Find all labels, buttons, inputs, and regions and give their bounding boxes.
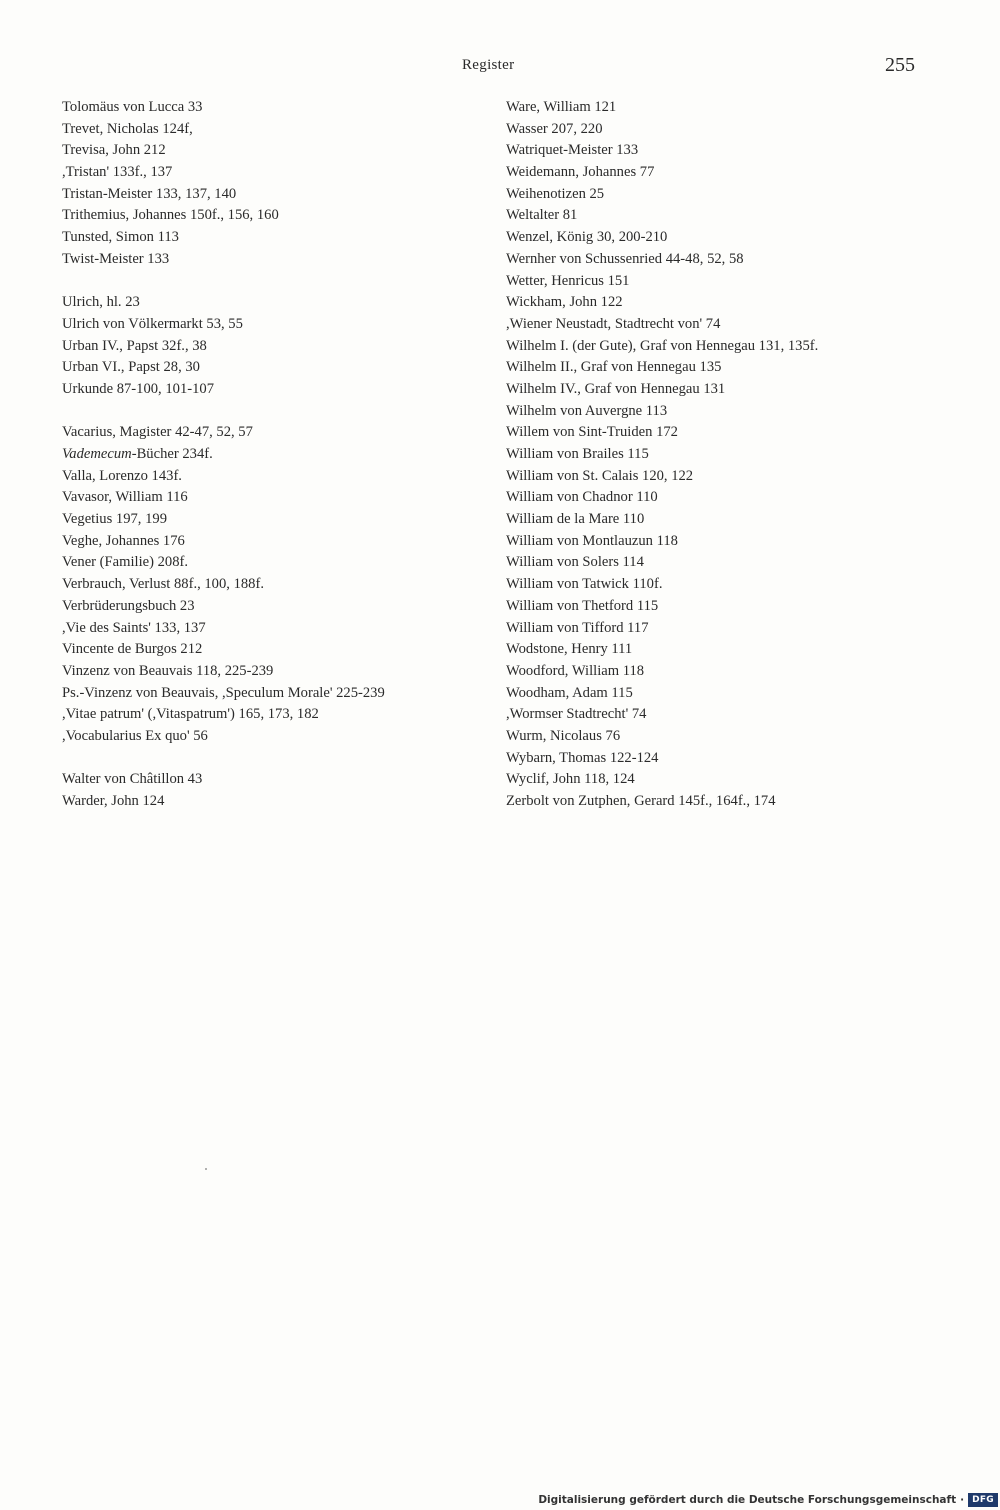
index-entry: Warder, John 124 [62,793,165,809]
index-entry: Wyclif, John 118, 124 [506,771,635,788]
index-entry: ,Wormser Stadtrecht' 74 [506,706,647,723]
index-entry: ,Wiener Neustadt, Stadtrecht von' 74 [506,315,721,332]
index-entry: Woodford, William 118 [506,662,645,679]
index-entry: William von Tatwick 110f. [506,576,663,593]
footer-separator: · [960,1494,965,1506]
index-entry: William von Tifford 117 [506,619,649,636]
page-number: 255 [885,54,915,76]
index-entry: Wilhelm I. (der Gute), Graf von Hennegau 131, 135f. [506,337,819,354]
index-entry: Weltalter 81 [506,207,578,224]
index-entry: Wilhelm von Auvergne 113 [506,402,668,419]
index-entry: Wodstone, Henry 111 [506,641,633,658]
index-entry: ,Vie des Saints' 133, 137 [62,619,206,636]
index-entry-italic: Vademecum [62,446,132,462]
index-entry [62,444,482,466]
index-entry: Vegetius 197, 199 [62,511,167,528]
dfg-logo-icon: DFG [968,1493,998,1507]
index-entry: William von Thetford 115 [506,597,659,614]
running-header [0,54,1000,78]
index-entry: Woodham, Adam 115 [506,684,633,701]
index-entry: William von St. Calais 120, 122 [506,467,694,484]
index-entry: Verbrauch, Verlust 88f., 100, 188f. [62,576,264,593]
index-entry: Wasser 207, 220 [506,120,603,137]
index-entry: Zerbolt von Zutphen, Gerard 145f., 164f., 174 [506,793,776,809]
index-entry: William de la Mare 110 [506,511,645,528]
index-entry: Weihenotizen 25 [506,185,605,202]
index-entry: Urban VI., Papst 28, 30 [62,359,200,376]
index-entry: ,Vitae patrum' (,Vitaspatrum') 165, 173, 182 [62,706,319,723]
index-entry-rest: -Bücher 234f. [131,446,213,462]
index-entry: Twist-Meister 133 [62,250,170,267]
index-entry: Ulrich, hl. 23 [62,294,140,311]
index-entry: Willem von Sint-Truiden 172 [506,424,678,441]
index-entry: Valla, Lorenzo 143f. [62,467,182,484]
index-entry: William von Solers 114 [506,554,644,571]
index-column-right [506,97,926,813]
index-entry: Tristan-Meister 133, 137, 140 [62,185,237,202]
running-head-title: Register [462,57,515,73]
index-entry: Vinzenz von Beauvais 118, 225-239 [62,662,274,679]
index-entry: Trevisa, John 212 [62,142,166,159]
index-entry: Vacarius, Magister 42-47, 52, 57 [62,424,253,441]
index-entry: Vener (Familie) 208f. [62,554,189,571]
index-entry: Wernher von Schussenried 44-48, 52, 58 [506,250,744,267]
index-entry: Wurm, Nicolaus 76 [506,727,621,744]
index-entry: Walter von Châtillon 43 [62,771,203,788]
digitization-footer [538,1492,998,1508]
index-entry: Wilhelm IV., Graf von Hennegau 131 [506,380,726,397]
index-entry: Wetter, Henricus 151 [506,272,630,289]
index-entry: Trevet, Nicholas 124f, [62,120,193,137]
index-entry: ,Vocabularius Ex quo' 56 [62,727,208,744]
index-entry: Veghe, Johannes 176 [62,532,185,549]
section-gap [62,401,482,423]
index-entry: Verbrüderungsbuch 23 [62,597,195,614]
index-entry: Watriquet-Meister 133 [506,142,639,159]
index-entry: Wickham, John 122 [506,294,623,311]
index-entry: Ware, William 121 [506,99,617,115]
index-column-left [62,97,482,813]
index-entry: Weidemann, Johannes 77 [506,164,655,181]
index-entry: Trithemius, Johannes 150f., 156, 160 [62,207,279,224]
index-entry: Wybarn, Thomas 122-124 [506,749,659,766]
index-entry: Ulrich von Völkermarkt 53, 55 [62,315,243,332]
index-entry: Vincente de Burgos 212 [62,641,203,658]
scan-speck [205,1168,207,1170]
section-gap [62,748,482,770]
index-entry: William von Chadnor 110 [506,489,658,506]
index-entry: Vavasor, William 116 [62,489,188,506]
footer-text: Digitalisierung gefördert durch die Deutsche Forschungsgemeinschaft [538,1494,957,1506]
index-entry: Tolomäus von Lucca 33 [62,99,203,115]
index-entry: ,Tristan' 133f., 137 [62,164,173,181]
index-entry: Wilhelm II., Graf von Hennegau 135 [506,359,722,376]
index-entry: William von Brailes 115 [506,446,649,462]
index-entry: William von Montlauzun 118 [506,532,678,549]
index-entry: Urban IV., Papst 32f., 38 [62,337,207,354]
index-entry: Urkunde 87-100, 101-107 [62,380,214,397]
index-entry: Ps.-Vinzenz von Beauvais, ,Speculum Morale' 225-239 [62,684,385,701]
index-entry: Wenzel, König 30, 200-210 [506,229,668,246]
index-entry: Tunsted, Simon 113 [62,229,179,246]
section-gap [62,271,482,293]
